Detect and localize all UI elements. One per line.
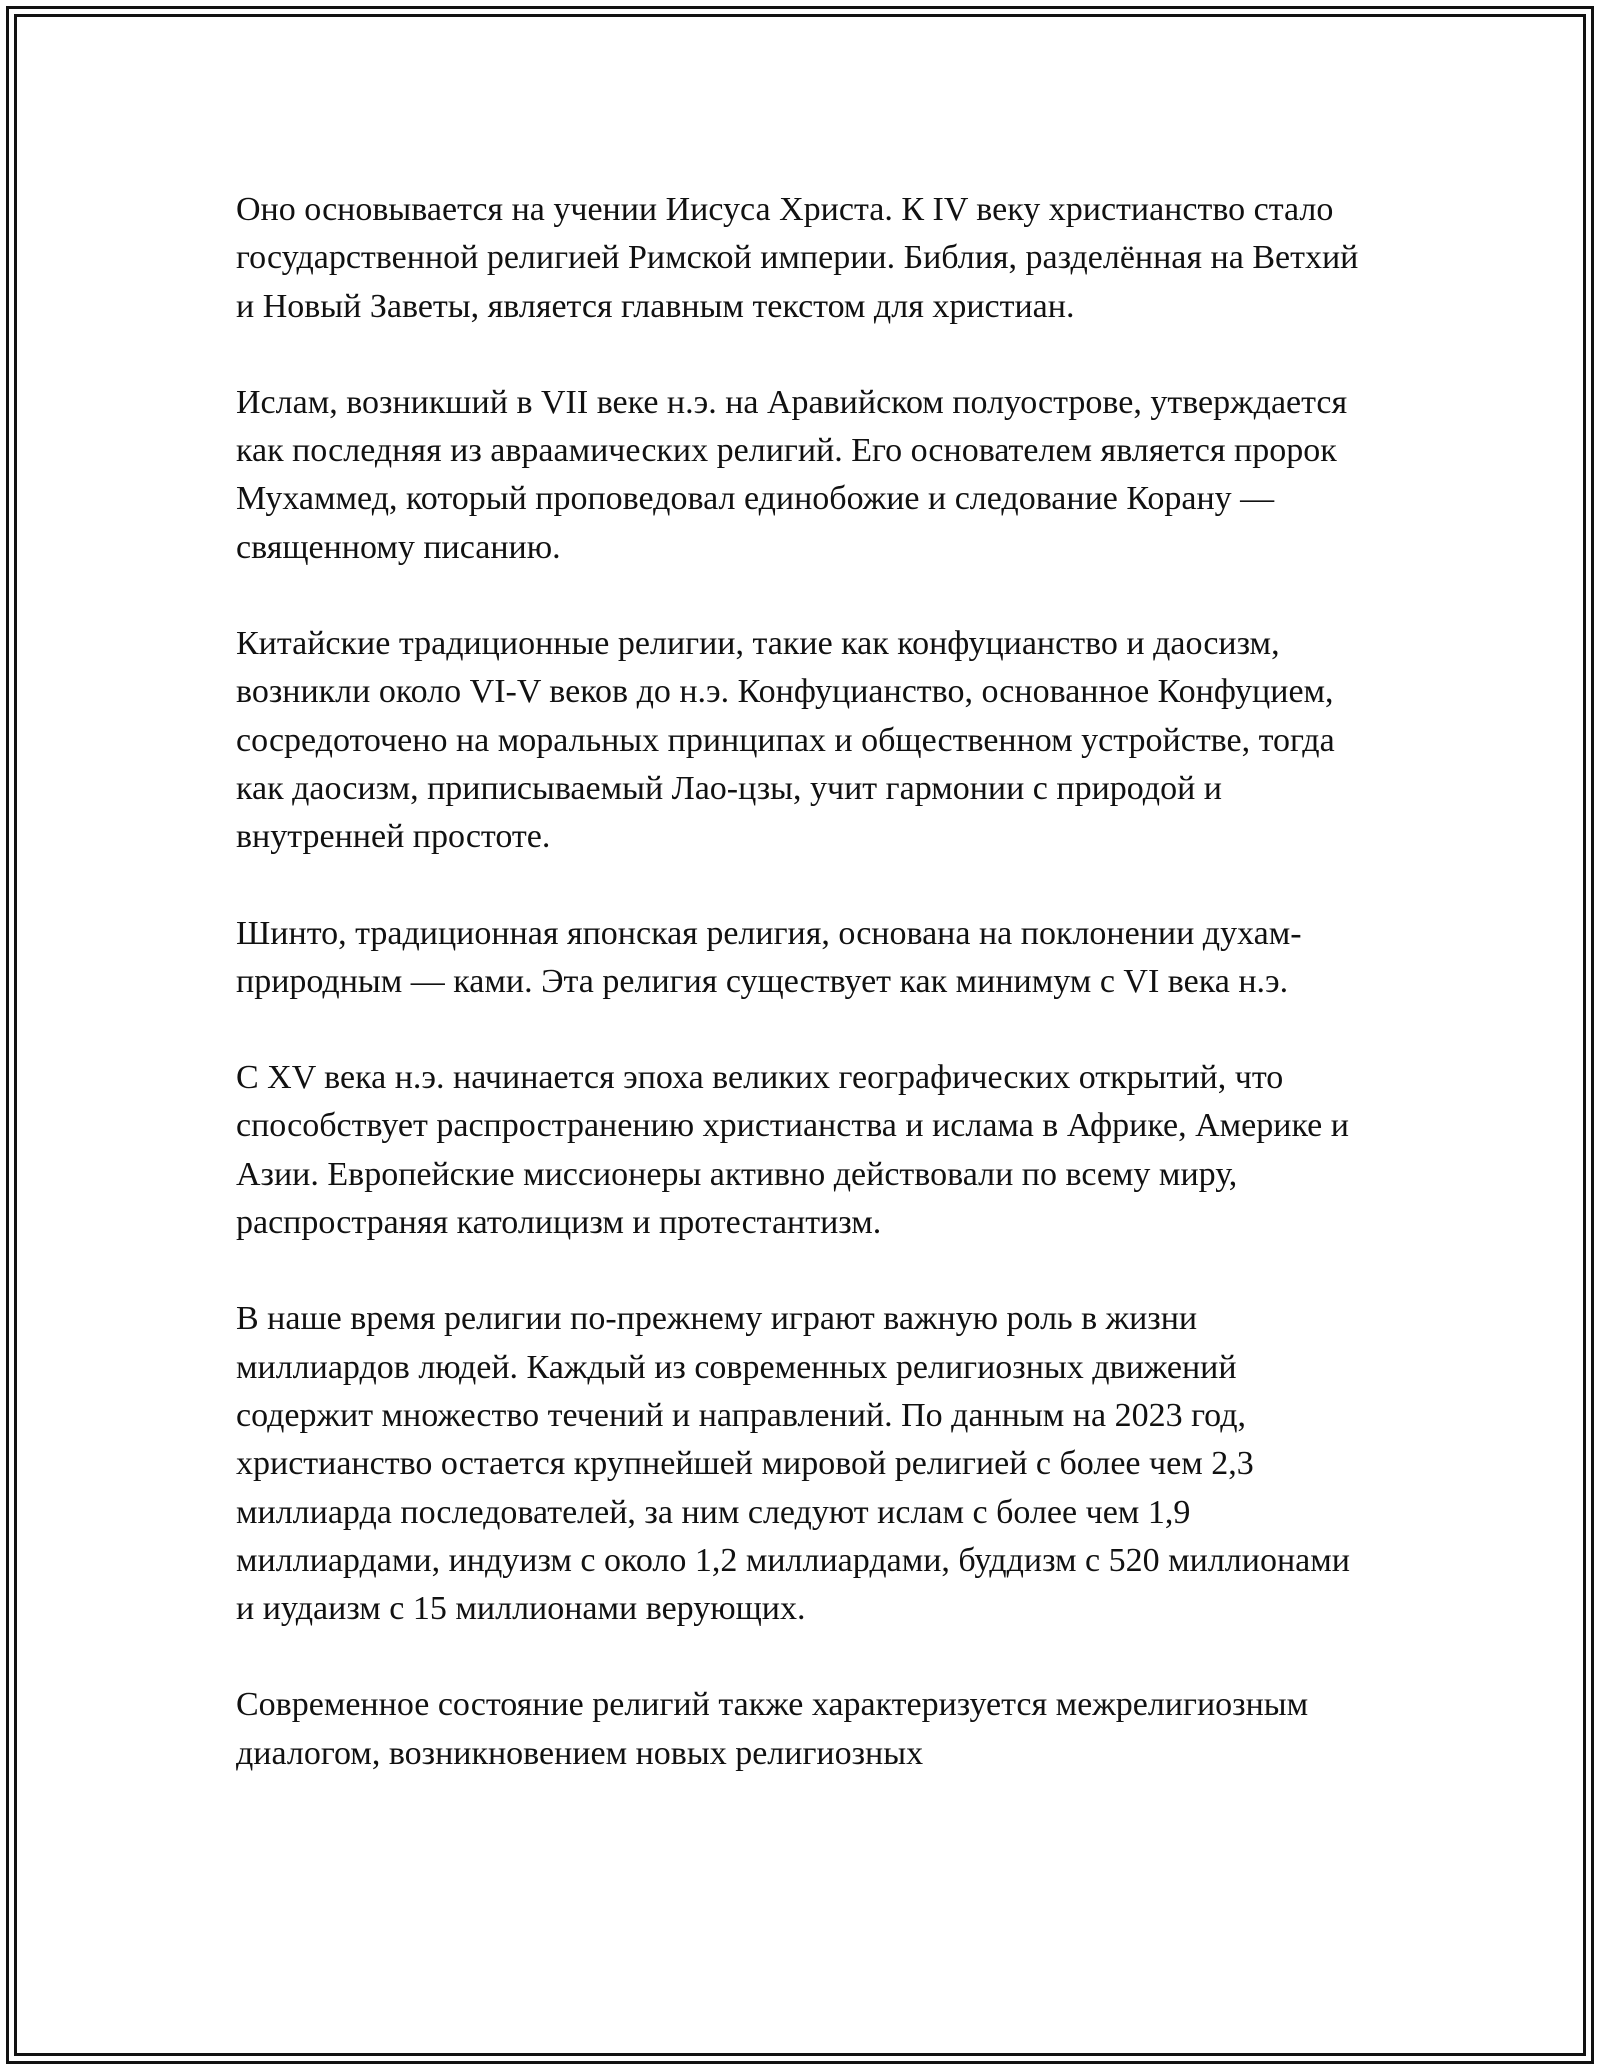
document-body <box>236 186 1376 1826</box>
paragraph-interfaith-dialogue: Современное состояние религий также характеризуется межрелигиозным диалогом, возникновением новых религиозных <box>236 1686 1309 1772</box>
paragraph-age-of-discovery: С XV века н.э. начинается эпоха великих географических открытий, что способствует распространению христианства и ислама в Африке, Америке и Азии. Европейские миссионеры активно действовали по всему миру, распространяя католицизм и протестантизм. <box>236 1059 1349 1242</box>
paragraph-chinese-religions: Китайские традиционные религии, такие как конфуцианство и даосизм, возникли около VI-V веков до н.э. Конфуцианство, основанное Конфуцием, сосредоточено на моральных принципах и общественном устройстве, тогда как даосизм, приписываемый Лао-цзы, учит гармонии с природой и внутренней простоте. <box>236 625 1335 856</box>
paragraph-christianity: Оно основывается на учении Иисуса Христа. К IV веку христианство стало государственной религией Римской империи. Библия, разделённая на Ветхий и Новый Заветы, является главным текстом для христиан. <box>236 191 1359 325</box>
paragraph-shinto: Шинто, традиционная японская религия, основана на поклонении духам-природным — ками. Эта религия существует как минимум с VI века н.э. <box>236 914 1302 1000</box>
paragraph-modern-statistics: В наше время религии по-прежнему играют важную роль в жизни миллиардов людей. Каждый из современных религиозных движений содержит множество течений и направлений. По данным на 2023 год, христианство остается крупнейшей мировой религией с более чем 2,3 миллиарда последователей, за ним следуют ислам с более чем 1,9 миллиардами, индуизм с около 1,2 миллиардами, буддизм с 520 миллионами и иудаизм с 15 миллионами верующих. <box>236 1300 1350 1628</box>
paragraph-islam: Ислам, возникший в VII веке н.э. на Аравийском полуострове, утверждается как последняя из авраамических религий. Его основателем является пророк Мухаммед, который проповедовал единобожие и следование Корану — священному писанию. <box>236 383 1348 566</box>
